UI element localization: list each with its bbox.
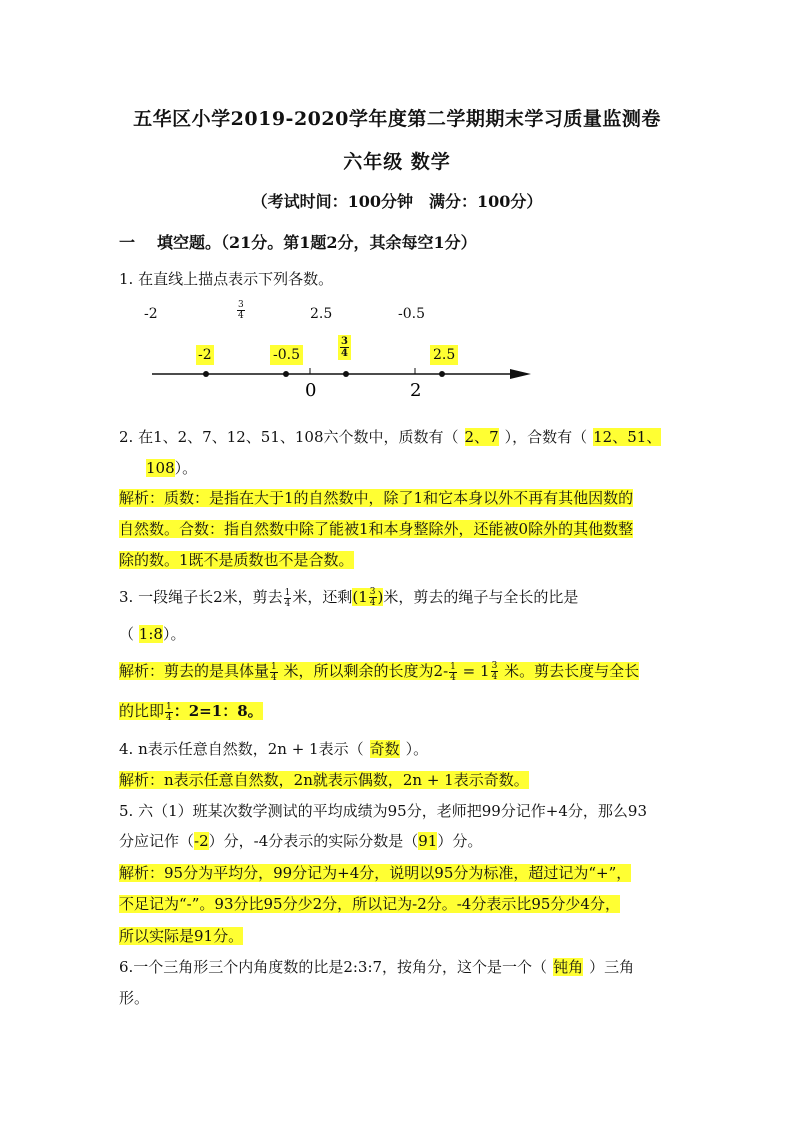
- axis-label: 2: [410, 380, 422, 400]
- section-title: 填空题。（21分。第1题2分，其余每空1分）: [157, 233, 477, 252]
- question-3-cont: （ 1:8）。: [119, 625, 186, 643]
- answer-remaining: ( 1 $\frac{3}{4}$ ): [352, 586, 384, 608]
- answer-point-label: -2: [198, 347, 212, 363]
- question-4: 4. n表示任意自然数，2n + 1表示（ 奇数 ）。: [119, 740, 429, 758]
- answer-composites: 108: [146, 459, 175, 477]
- explanation: 除的数。1既不是质数也不是合数。: [119, 551, 354, 569]
- given-number: -0.5: [398, 306, 425, 322]
- answer-composites: 12、51、: [593, 428, 662, 446]
- explanation: 解析：质数：是指在大于1的自然数中，除了1和它本身以外不再有其他因数的: [119, 489, 634, 507]
- answer-angle: 钝角: [553, 958, 584, 976]
- plotted-point: [343, 371, 349, 377]
- answer-point-label: -0.5: [270, 345, 303, 365]
- explanation: 所以实际是91分。: [119, 927, 244, 945]
- section-number: 一: [119, 233, 136, 252]
- answer-ratio: 1:8: [138, 625, 163, 643]
- answer-point-label: 2.5: [430, 345, 458, 365]
- number-line: [140, 360, 540, 400]
- arrow-icon: [510, 369, 531, 379]
- exam-info: （考试时间：100分钟 满分：100分）: [251, 192, 543, 211]
- plotted-point: [283, 371, 289, 377]
- answer-primes: 2、7: [464, 428, 499, 446]
- question-2-cont: 108）。: [146, 459, 198, 477]
- given-number: -2: [144, 306, 158, 322]
- section-heading: [119, 230, 477, 253]
- explanation: 自然数。合数：指自然数中除了能被1和本身整除外，还能被0除外的其他数整: [119, 520, 634, 538]
- question-5: 5. 六（1）班某次数学测试的平均成绩为95分，老师把99分记作+4分，那么93: [119, 802, 647, 820]
- explanation: 的比即 $\frac{1}{4}$ ：2=1：8。: [119, 701, 263, 723]
- question-1: 1. 在直线上描点表示下列各数。: [119, 270, 334, 288]
- question-3: 3. 一段绳子长2米，剪去 $\frac{1}{4}$ 米，还剩( 1 $\frac{3}{4}$ )米，剪去的绳子与全长的比是: [119, 586, 579, 609]
- explanation: 解析：n表示任意自然数，2n就表示偶数，2n + 1表示奇数。: [119, 771, 529, 789]
- answer-score: -2: [194, 832, 209, 850]
- question-6: 6.一个三角形三个内角度数的比是2:3:7，按角分，这个是一个（ 钝角 ）三角: [119, 958, 635, 976]
- answer-point-fraction: $\frac{3}{4}$: [338, 335, 351, 360]
- given-number: 2.5: [310, 306, 333, 322]
- plotted-point: [203, 371, 209, 377]
- page-subtitle: 六年级 数学: [343, 151, 451, 173]
- axis-label: 0: [305, 380, 317, 400]
- question-5-cont: 分应记作（-2）分，-4分表示的实际分数是（91）分。: [119, 832, 483, 850]
- explanation: 解析：95分为平均分，99分记为+4分，说明以95分为标准，超过记为“+”，: [119, 864, 632, 882]
- question-6-cont: 形。: [119, 989, 150, 1007]
- plotted-point: [439, 371, 445, 377]
- question-2: 2. 在1、2、7、12、51、108六个数中，质数有（ 2、7 ），合数有（ 12、51、: [119, 428, 662, 446]
- answer-actual: 91: [418, 832, 438, 850]
- explanation: 解析：剪去的是具体量 $\frac{1}{4}$ 米，所以剩余的长度为2- $\frac{1}{4}$ = 1 $\frac{3}{4}$ 米。剪去长度与全长: [119, 660, 640, 683]
- answer-odd: 奇数: [369, 740, 400, 758]
- page-title: 五华区小学2019-2020学年度第二学期期末学习质量监测卷: [133, 108, 661, 130]
- given-fraction: $\frac{3}{4}$: [238, 300, 244, 321]
- explanation: 不足记为“-”。93分比95分少2分，所以记为-2分。-4分表示比95分少4分，: [119, 895, 620, 913]
